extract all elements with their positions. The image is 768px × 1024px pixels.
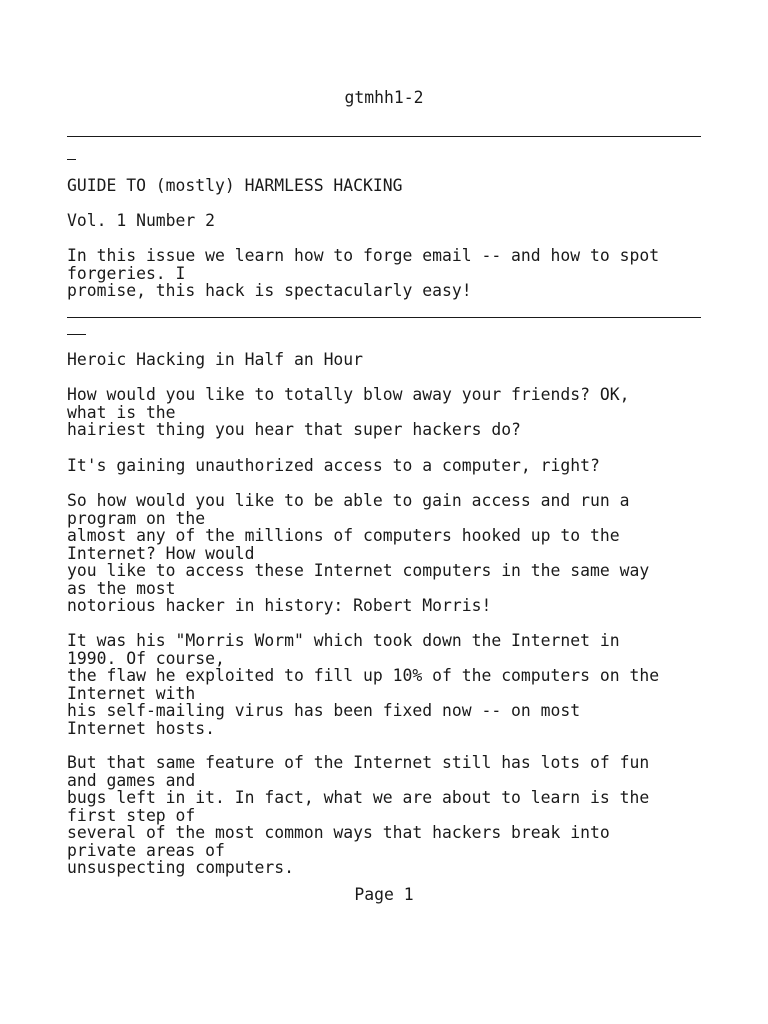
intro-line: In this issue we learn how to forge email -- and how to spot bbox=[67, 246, 660, 265]
intro-line: promise, this hack is spectacularly easy! bbox=[67, 281, 472, 300]
paragraph-line: almost any of the millions of computers hooked up to the bbox=[67, 526, 620, 545]
paragraph bbox=[67, 386, 707, 439]
document-title: GUIDE TO (mostly) HARMLESS HACKING bbox=[67, 176, 403, 195]
paragraph bbox=[67, 492, 707, 615]
paragraph bbox=[67, 754, 707, 877]
paragraph-line: first step of bbox=[67, 805, 196, 825]
paragraph-line: the flaw he exploited to fill up 10% of the computers on the bbox=[67, 666, 660, 685]
paragraph-line: Internet? How would bbox=[67, 543, 255, 563]
paragraph-line: It was his "Morris Worm" which took down the Internet in bbox=[67, 631, 620, 650]
volume-label: Vol. 1 Number 2 bbox=[67, 211, 216, 230]
paragraph-line: his self-mailing virus has been fixed now -- on most bbox=[67, 701, 581, 720]
paragraph-line: hairiest thing you hear that super hackers do? bbox=[67, 420, 521, 439]
page-number: Page 1 bbox=[354, 885, 414, 904]
horizontal-rule bbox=[67, 136, 701, 137]
paragraph-line: But that same feature of the Internet still has lots of fun bbox=[67, 753, 650, 772]
paragraph-line: How would you like to totally blow away your friends? OK, bbox=[67, 385, 630, 404]
paragraph-line: bugs left in it. In fact, what we are about to learn is the bbox=[67, 788, 650, 807]
intro-line: forgeries. I bbox=[67, 263, 186, 283]
paragraph-line: It's gaining unauthorized access to a computer, right? bbox=[67, 456, 600, 475]
intro-paragraph bbox=[67, 247, 707, 300]
paragraph-line: and games and bbox=[67, 770, 196, 790]
paragraph-line: several of the most common ways that hackers break into bbox=[67, 823, 610, 842]
horizontal-rule-tail bbox=[67, 334, 86, 335]
horizontal-rule-tail bbox=[67, 159, 76, 160]
paragraph-line: what is the bbox=[67, 402, 176, 422]
paragraph-line: Internet hosts. bbox=[67, 718, 216, 738]
paragraph-line: Internet with bbox=[67, 683, 196, 703]
paragraph-line: as the most bbox=[67, 578, 176, 598]
paragraph-line: 1990. Of course, bbox=[67, 648, 225, 668]
document-header: gtmhh1-2 bbox=[344, 88, 424, 107]
paragraph bbox=[67, 457, 707, 475]
paragraph-line: you like to access these Internet computers in the same way bbox=[67, 561, 650, 580]
paragraph-line: notorious hacker in history: Robert Morris! bbox=[67, 596, 492, 615]
horizontal-rule bbox=[67, 317, 701, 318]
paragraph-line: unsuspecting computers. bbox=[67, 858, 294, 877]
paragraph-line: So how would you like to be able to gain access and run a bbox=[67, 491, 630, 510]
section-heading: Heroic Hacking in Half an Hour bbox=[67, 350, 364, 369]
paragraph bbox=[67, 632, 707, 737]
paragraph-line: private areas of bbox=[67, 840, 225, 860]
paragraph-line: program on the bbox=[67, 508, 206, 528]
